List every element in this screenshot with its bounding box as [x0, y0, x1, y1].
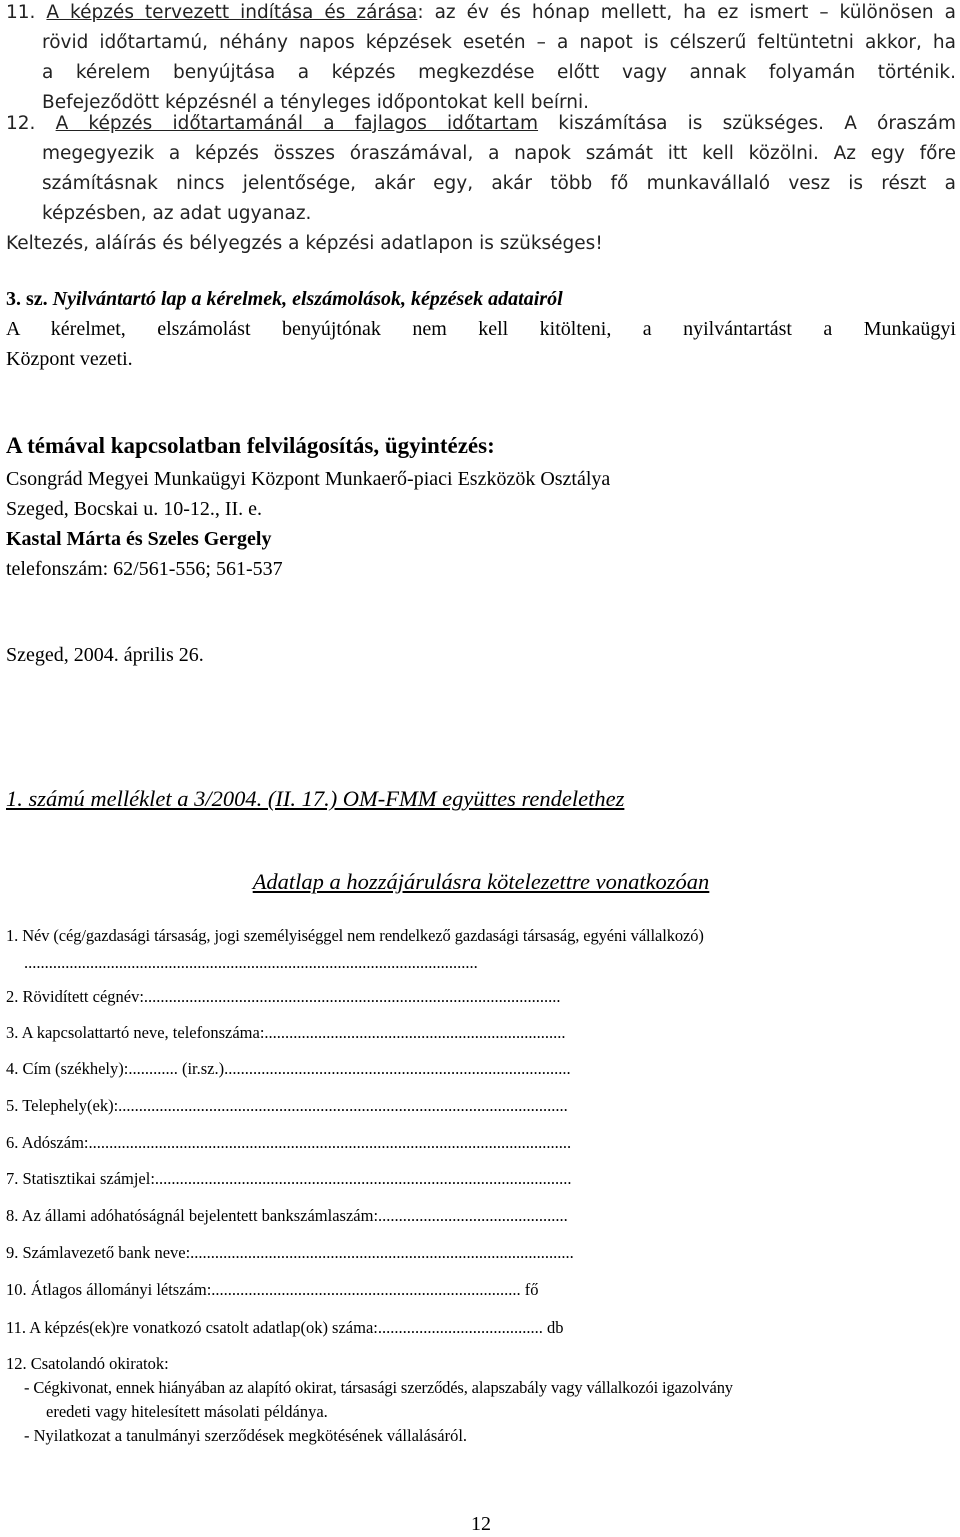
attachment-item-2: - Nyilatkozat a tanulmányi szerződések megkötésének vállalásáról. [24, 1426, 468, 1445]
item-11-number: 11. [6, 2, 36, 23]
item-12-line-4: képzésben, az adat ugyanaz. [42, 203, 312, 224]
form-field-4-address: 4. Cím (székhely):............ (ir.sz.).................................................................................... [6, 1059, 571, 1078]
section-3-number: 3. sz. [6, 288, 48, 310]
form-field-10-headcount: 10. Átlagos állományi létszám:........................................................................... fő [6, 1280, 539, 1299]
form-field-1-name: 1. Név (cég/gazdasági társaság, jogi személyiséggel nem rendelkező gazdasági társaság, egyéni vállalkozó) [6, 926, 704, 945]
item-12-number: 12. [6, 113, 36, 134]
item-11-title: A képzés tervezett indítása és zárása [46, 2, 418, 23]
item-12-text-1: kiszámítása is szükséges. A óraszám [538, 113, 956, 134]
item-11 [6, 0, 956, 118]
section-3 [6, 284, 956, 374]
form-field-5-sites: 5. Telephely(ek):............................................................................................................. [6, 1096, 568, 1115]
form-field-12-attachments: 12. Csatolandó okiratok: [6, 1354, 169, 1373]
item-11-line-2: rövid időtartamú, néhány napos képzések esetén – a napot is célszerű feltüntetni akkor, ha [42, 32, 956, 53]
item-11-text-1: : az év és hónap mellett, ha ez ismert – különösen a [417, 2, 956, 23]
item-12-line-1 [6, 109, 956, 139]
document-date: Szeged, 2004. április 26. [6, 644, 204, 666]
form-field-1-dots: .............................................................................................................. [24, 953, 478, 972]
signature-note: Keltezés, aláírás és bélyegzés a képzési adatlapon is szükséges! [6, 233, 603, 254]
item-11-line-3: a kérelem benyújtása a képzés megkezdése előtt vagy annak folyamán történik. [42, 62, 956, 83]
form-field-8-bank-account: 8. Az állami adóhatóságnál bejelentett bankszámlaszám:.............................................. [6, 1206, 568, 1225]
contact-address: Szeged, Bocskai u. 10-12., II. e. [6, 498, 263, 520]
form-field-2-short-name: 2. Rövidített cégnév:..................................................................................................... [6, 987, 561, 1006]
contact-names: Kastal Márta és Szeles Gergely [6, 528, 272, 550]
item-12-line-3: számításnak nincs jelentősége, akár egy, akár több fő munkavállaló vesz is részt a [42, 173, 956, 194]
item-12 [6, 109, 956, 229]
page-number: 12 [471, 1513, 491, 1535]
attachment-item-1-cont: eredeti vagy hitelesített másolati példánya. [46, 1402, 328, 1421]
contact-phone: telefonszám: 62/561-556; 561-537 [6, 558, 283, 580]
form-field-7-stat-code: 7. Statisztikai számjel:..................................................................................................... [6, 1169, 572, 1188]
section-3-title: Nyilvántartó lap a kérelmek, elszámolások, képzések adatairól [52, 288, 563, 310]
attachment-item-1: - Cégkivonat, ennek hiányában az alapító okirat, társasági szerződés, alapszabály vagy vállalkozói igazolvány [24, 1378, 733, 1397]
item-12-title: A képzés időtartamánál a fajlagos időtartam [55, 113, 539, 134]
section-3-line-1: A kérelmet, elszámolást benyújtónak nem kell kitölteni, a nyilvántartást a Munkaügyi [6, 318, 956, 340]
section-3-heading [6, 284, 956, 314]
form-field-9-bank-name: 9. Számlavezető bank neve:............................................................................................. [6, 1243, 574, 1262]
item-11-line-4: Befejeződött képzésnél a tényleges időpontokat kell beírni. [42, 92, 590, 113]
form-field-11-attached-sheets: 11. A képzés(ek)re vonatkozó csatolt adatlap(ok) száma:........................................ db [6, 1318, 564, 1337]
section-3-line-2: Központ vezeti. [6, 348, 133, 370]
contact-heading: A témával kapcsolatban felvilágosítás, ügyintézés: [6, 433, 495, 458]
item-11-line-1 [6, 0, 956, 28]
form-field-3-contact: 3. A kapcsolattartó neve, telefonszáma:......................................................................... [6, 1023, 566, 1042]
form-title: Adatlap a hozzájárulásra kötelezettre vonatkozóan [252, 869, 710, 894]
item-12-line-2: megegyezik a képzés összes óraszámával, a napok számát itt kell közölni. Az egy főre [42, 143, 956, 164]
form-field-6-tax-number: 6. Adószám:..................................................................................................................... [6, 1133, 572, 1152]
annex-title: 1. számú melléklet a 3/2004. (II. 17.) OM-FMM együttes rendelethez [6, 786, 625, 811]
contact-block [6, 428, 956, 584]
contact-organization: Csongrád Megyei Munkaügyi Központ Munkaerő-piaci Eszközök Osztálya [6, 468, 611, 490]
